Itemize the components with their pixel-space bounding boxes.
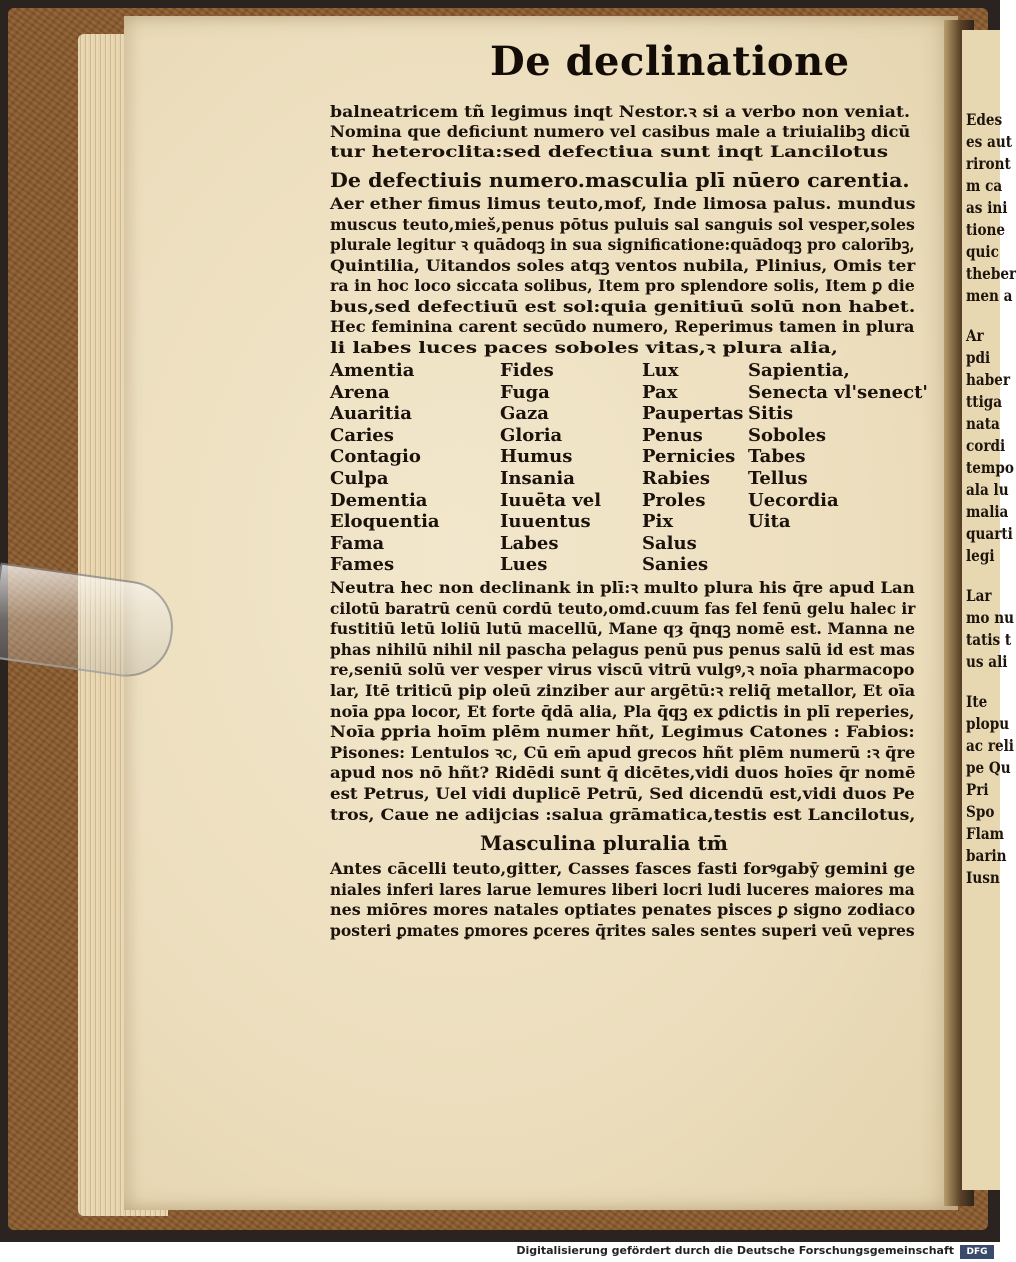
word-entry: Soboles: [748, 424, 827, 446]
facing-page-text: barin: [966, 846, 1007, 865]
facing-page-text: Ite: [966, 692, 988, 711]
word-entry: Fames: [330, 554, 395, 576]
text-line: est Petrus, Uel vidi duplicē Petrū, Sed dicendū est,vidi duos Pe: [330, 784, 915, 803]
word-column: [500, 360, 601, 576]
word-entry: Contagio: [330, 446, 421, 468]
word-entry: Insania: [500, 467, 575, 489]
word-entry: Fides: [500, 360, 554, 381]
facing-page-text: men a: [966, 286, 1013, 305]
text-line: muscus teuto,mieš,penus pōtus puluis sal sanguis sol vesper,soles: [330, 214, 915, 234]
word-column: [748, 360, 928, 533]
word-entry: Pernicies: [642, 446, 736, 468]
word-entry: Senecta vl'senect': [748, 381, 928, 403]
text-line: posteri ꝑmates ꝑmores ꝑceres q̄rites sales sentes superi veū vepres: [330, 920, 915, 940]
facing-page-text: haber: [966, 370, 1011, 389]
word-column: [330, 360, 440, 576]
text-line: cilotū baratrū cenū cordū teuto,omd.cuum fas fel fenū gelu halec ir: [330, 598, 916, 618]
word-entry: Pax: [642, 381, 678, 403]
word-entry: Lux: [642, 360, 679, 381]
word-entry: Salus: [642, 532, 697, 554]
text-line: Nomina que deficiunt numero vel casibus male a triuialibꝫ dicū: [330, 122, 911, 141]
word-entry: Auaritia: [330, 403, 412, 425]
word-entry: Proles: [642, 489, 706, 511]
text-line: Pisones: Lentulos ꝛc, Cū em̄ apud grecos hñt plēm numerū :ꝛ q̄re: [330, 742, 916, 762]
word-entry: Dementia: [330, 489, 428, 511]
facing-page-text: pe Qu: [966, 758, 1011, 777]
text-line: Hec feminina carent secūdo numero, Reperimus tamen in plura: [330, 317, 915, 336]
text-line: plurale legitur ꝛ quādoqꝫ in sua significatione:quādoqꝫ pro calorībꝫ,: [330, 235, 915, 254]
word-entry: Rabies: [642, 467, 711, 489]
word-entry: Paupertas: [642, 403, 744, 425]
facing-page-text: quarti: [966, 524, 1013, 543]
facing-page-text: malia: [966, 502, 1009, 521]
section-heading: De defectiuis numero.masculia plī nūero carentia.: [330, 168, 910, 192]
dfg-logo: DFG: [960, 1245, 994, 1259]
facing-page-text: Pri: [966, 780, 989, 799]
word-entry: Arena: [330, 381, 390, 403]
word-entry: Tabes: [748, 446, 806, 468]
facing-page-text: ala lu: [966, 480, 1009, 499]
text-line: fustitiū letū loliū lutū macellū, Mane qȝ q̄nqꝫ nomē est. Manna ne: [330, 619, 915, 639]
facing-page-text: ttiga: [966, 392, 1003, 411]
section-heading: Masculina pluralia tm̄: [480, 831, 728, 856]
facing-page-text: us ali: [966, 652, 1008, 671]
word-entry: Fama: [330, 532, 385, 554]
facing-page-text: m ca: [966, 176, 1003, 195]
word-entry: Caries: [330, 424, 394, 446]
text-line: tur heteroclita:sed defectiua sunt inqt Lancilotus: [330, 142, 889, 161]
text-line: lar, Itē triticū pip oleū zinziber aur argētū:ꝛ reliq̄ metallor, Et oīa: [330, 681, 916, 700]
facing-page-text: plopu: [966, 714, 1010, 733]
text-line: Aer ether fimus limus teuto,mof, Inde limosa palus. mundus: [330, 194, 916, 213]
text-line: phas nihilū nihil nil pascha pelagus penū pus penus salū id est mas: [330, 639, 915, 659]
word-entry: Sapientia,: [748, 360, 850, 381]
credit-footer: [0, 1242, 1000, 1262]
word-entry: Labes: [500, 532, 559, 554]
text-line: niales inferi lares larue lemures liberi locri ludi luceres maiores ma: [330, 879, 915, 899]
word-entry: Penus: [642, 424, 703, 446]
facing-page-text: as ini: [966, 198, 1008, 217]
word-entry: Culpa: [330, 467, 389, 489]
footer-credit: Digitalisierung gefördert durch die Deutsche Forschungsgemeinschaft: [516, 1244, 954, 1257]
text-line: tros, Caue ne adijcias :salua grāmatica,testis est Lancilotus,: [330, 804, 916, 824]
facing-page-text: mo nu: [966, 608, 1014, 627]
text-line: li labes luces paces soboles vitas,ꝛ plura alia,: [330, 337, 838, 357]
word-entry: Fuga: [500, 381, 550, 403]
facing-page-text: es aut: [966, 132, 1013, 151]
word-entry: Lues: [500, 554, 548, 576]
text-line: ra in hoc loco siccata solibus, Item pro splendore solis, Item ꝑ die: [330, 276, 915, 295]
facing-page-text: cordi: [966, 436, 1006, 455]
word-entry: Sanies: [642, 554, 709, 576]
word-entry: Gaza: [500, 403, 549, 425]
word-entry: Uecordia: [748, 489, 839, 511]
word-entry: Amentia: [330, 360, 415, 381]
facing-page-text: nata: [966, 414, 1000, 433]
facing-page-text: tempo: [966, 458, 1014, 477]
word-column: [642, 360, 743, 576]
text-line: apud nos nō hñt? Ridēdi sunt q̄ dicētes,vidi duos hoīes q̄r nomē: [330, 763, 916, 783]
facing-page-text: Spo: [966, 802, 995, 821]
text-line: Noīa ꝑpria hoīm plēm numer hñt, Legimus Catones : Fabios:: [330, 722, 915, 742]
facing-page-text: Ar: [966, 326, 984, 345]
text-line: Quintilia, Uitandos soles atqꝫ ventos nubila, Plinius, Omis ter: [330, 255, 916, 275]
facing-page-text: Edes: [966, 110, 1003, 129]
text-line: re,seniū solū ver vesper virus viscū vitrū vulgꝰ,ꝛ noīa pharmacopo: [330, 660, 915, 680]
word-entry: Pix: [642, 511, 674, 533]
facing-page-text: quic: [966, 242, 999, 261]
text-line: balneatricem tñ legimus inqt Nestor.ꝛ si a verbo non veniat.: [330, 102, 910, 121]
word-entry: Gloria: [500, 424, 563, 446]
word-entry: Iuuēta vel: [500, 489, 602, 511]
text-line: Antes cācelli teuto,gitter, Casses fasces fasti forꝰgabȳ gemini ge: [330, 859, 916, 879]
facing-page-text: pdi: [966, 348, 991, 367]
word-entry: Uita: [748, 511, 791, 533]
facing-page-text: ac reli: [966, 736, 1014, 755]
text-line: bus,sed defectiuū est sol:quia genitiuū solū non habet.: [330, 296, 916, 316]
text-line: noīa ꝑpa locor, Et forte q̄dā alia, Pla q̄qꝫ ex ꝑdictis in plī reperies,: [330, 701, 915, 721]
word-entry: Humus: [500, 446, 573, 468]
facing-page-text: legi: [966, 546, 995, 565]
word-entry: Sitis: [748, 403, 794, 425]
text-line: Neutra hec non declinank in plī:ꝛ multo plura his q̄re apud Lan: [330, 578, 915, 597]
page-heading: De declinatione: [490, 38, 850, 85]
facing-page-text: Iusn: [966, 868, 1000, 887]
facing-page-fragment: [962, 30, 1016, 1190]
facing-page-text: Flam: [966, 824, 1005, 843]
facing-page-text: theber: [966, 264, 1016, 283]
word-entry: Eloquentia: [330, 511, 440, 533]
word-entry: Tellus: [748, 467, 808, 489]
text-line: nes miōres mores natales optiates penates pisces ꝑ signo zodiaco: [330, 900, 916, 920]
facing-page-text: Lar: [966, 586, 992, 605]
facing-page-text: tione: [966, 220, 1006, 239]
word-entry: Iuuentus: [500, 511, 591, 533]
facing-page-text: tatis t: [966, 630, 1012, 649]
facing-page-text: riront: [966, 154, 1011, 173]
